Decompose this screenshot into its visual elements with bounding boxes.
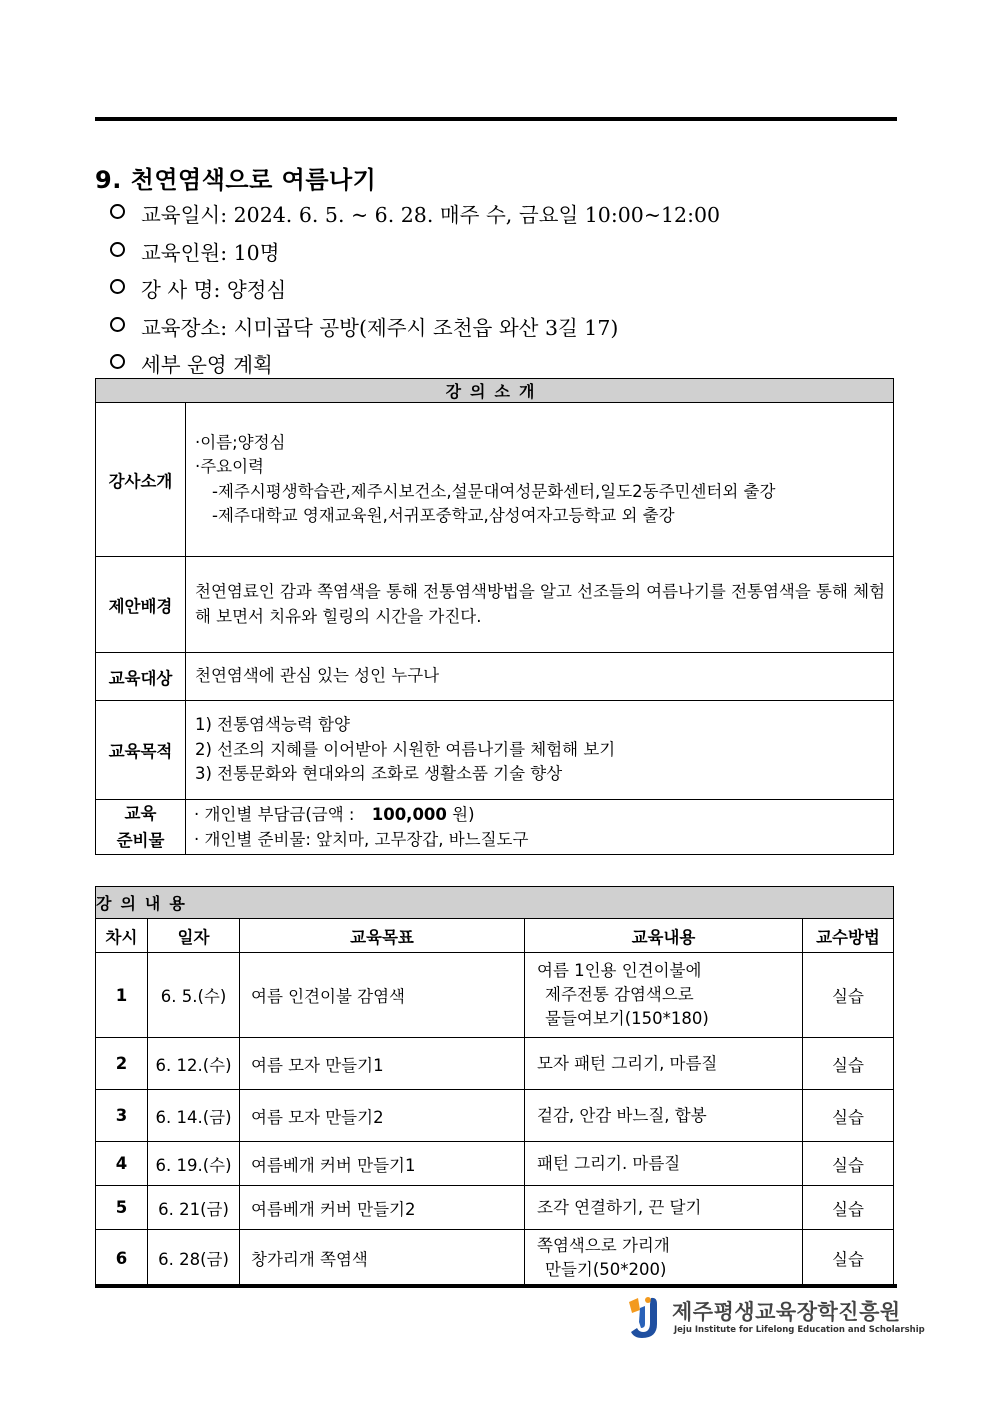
col-method: 교수방법 — [803, 919, 894, 953]
target-label: 교육대상 — [96, 653, 186, 701]
goals-label: 교육목적 — [96, 701, 186, 800]
schedule-table — [95, 886, 894, 1287]
info-schedule: 교육일시: 2024. 6. 5. ~ 6. 28. 매주 수, 금요일 10:00~12:00 — [108, 198, 720, 236]
institute-emblem-icon — [626, 1294, 666, 1340]
info-capacity: 교육인원: 10명 — [108, 236, 720, 274]
table-row: 5 6. 21(금) 여름베개 커버 만들기2 조각 연결하기, 끈 달기 실습 — [96, 1186, 894, 1230]
col-date: 일자 — [148, 919, 240, 953]
info-plan: 세부 운영 계획 — [108, 348, 720, 386]
col-content: 교육내용 — [525, 919, 803, 953]
fee-line: · 개인별 부담금(금액 : 100,000 원) — [194, 805, 475, 824]
circle-bullet-icon — [110, 279, 125, 294]
instructor-label: 강사소개 — [96, 403, 186, 557]
circle-bullet-icon — [110, 317, 125, 332]
top-rule — [95, 117, 897, 121]
col-session: 차시 — [96, 919, 148, 953]
info-instructor: 강 사 명: 양정심 — [108, 273, 720, 311]
circle-bullet-icon — [110, 242, 125, 257]
section-title: 9. 천연염색으로 여름나기 — [95, 166, 377, 194]
table-row: 6 6. 28(금) 창가리개 쪽염색 쪽염색으로 가리개 만들기(50*200) 실습 — [96, 1230, 894, 1287]
bottom-rule — [95, 1284, 897, 1288]
materials-label: 교육 준비물 — [96, 800, 186, 855]
schedule-header: 강의내용 — [96, 887, 894, 919]
circle-bullet-icon — [110, 354, 125, 369]
materials-detail: · 개인별 부담금(금액 : 100,000 원) · 개인별 준비물: 앞치마, 고무장갑, 바느질도구 — [186, 800, 894, 855]
instructor-detail: ·이름;양정심 ·주요이력 -제주시평생학습관,제주시보건소,설문대여성문화센터,일도2동주민센터외 출강 -제주대학교 영재교육원,서귀포중학교,삼성여자고등학교 외 출강 — [186, 403, 894, 557]
target-text: 천연염색에 관심 있는 성인 누구나 — [186, 653, 894, 701]
table-row: 2 6. 12.(수) 여름 모자 만들기1 모자 패턴 그리기, 마름질 실습 — [96, 1038, 894, 1090]
background-label: 제안배경 — [96, 557, 186, 653]
goals-list: 1) 전통염색능력 함양 2) 선조의 지혜를 이어받아 시원한 여름나기를 체험해 보기 3) 전통문화와 현대와의 조화로 생활소품 기술 향상 — [186, 701, 894, 800]
table-row: 4 6. 19.(수) 여름베개 커버 만들기1 패턴 그리기. 마름질 실습 — [96, 1142, 894, 1186]
info-location: 교육장소: 시미곱닥 공방(제주시 조천읍 와산 3길 17) — [108, 311, 720, 349]
info-list — [108, 198, 720, 386]
institute-logo — [626, 1294, 925, 1340]
table-row: 3 6. 14.(금) 여름 모자 만들기2 겉감, 안감 바느질, 합봉 실습 — [96, 1090, 894, 1142]
col-goal: 교육목표 — [240, 919, 525, 953]
institute-name: 제주평생교육장학진흥원 — [672, 1300, 901, 1324]
intro-table — [95, 378, 894, 855]
table-row: 1 6. 5.(수) 여름 인견이불 감염색 여름 1인용 인견이불에 제주전통 감염색으로 물들여보기(150*180) 실습 — [96, 953, 894, 1038]
institute-subtitle: Jeju Institute for Lifelong Education and Scholarship — [674, 1325, 925, 1335]
background-text: 천연염료인 감과 쪽염색을 통해 전통염색방법을 알고 선조들의 여름나기를 전통염색을 통해 체험해 보면서 치유와 힐링의 시간을 가진다. — [186, 557, 894, 653]
circle-bullet-icon — [110, 204, 125, 219]
intro-header: 강의소개 — [96, 379, 894, 403]
